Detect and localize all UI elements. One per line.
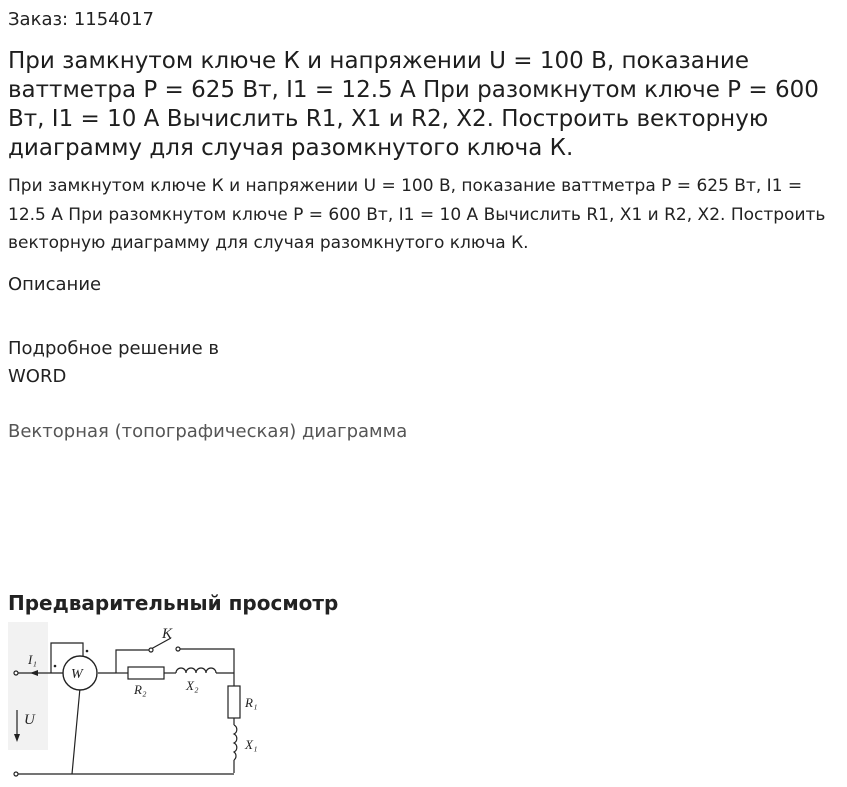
terminal-bottom — [14, 772, 18, 776]
circuit-preview-image — [8, 622, 270, 787]
label-k: К — [162, 626, 172, 642]
label-x1: X₁ — [245, 737, 258, 752]
description-section-label: Описание — [8, 274, 102, 295]
vector-diagram-note: Векторная (топографическая) диаграмма — [8, 421, 408, 442]
wattmeter-dot-2 — [86, 650, 89, 653]
label-r1: R₁ — [245, 695, 258, 710]
label-w: W — [71, 667, 83, 682]
switch-contact-right — [176, 647, 180, 651]
preview-heading: Предварительный просмотр — [8, 591, 339, 615]
scan-shading — [8, 622, 48, 750]
solution-note-line1: Подробное решение в — [8, 338, 220, 359]
label-x2: X₂ — [186, 678, 199, 693]
label-u: U — [24, 712, 35, 728]
inductor-x1-icon — [234, 725, 237, 760]
resistor-r2-icon — [128, 667, 164, 679]
solution-note-line2: WORD — [8, 366, 67, 387]
switch-contact-left — [149, 648, 153, 652]
circuit-diagram — [8, 622, 270, 787]
label-r2: R₂ — [134, 682, 147, 697]
label-i1: I₁ — [28, 652, 37, 667]
problem-description: При замкнутом ключе К и напряжении U = 100 В, показание ваттметра P = 625 Вт, I1 = 12.5 А При разомкнутом ключе P = 600 Вт, I1 = 10 А Вычислить R1, X1 и R2, X2. Построить векторную диаграмму для случая разомкнутого ключа К. — [8, 176, 826, 253]
terminal-top — [14, 671, 18, 675]
solution-note — [8, 335, 268, 391]
circuit-wires — [16, 638, 234, 774]
resistor-r1-icon — [228, 686, 240, 718]
inductor-x2-icon — [176, 668, 216, 673]
order-number: Заказ: 1154017 — [8, 9, 154, 30]
wattmeter-dot-1 — [54, 665, 57, 668]
page-title: При замкнутом ключе К и напряжении U = 100 В, показание ваттметра P = 625 Вт, I1 = 12.5 А При разомкнутом ключе P = 600 Вт, I1 = 10 А Вычислить R1, X1 и R2, X2. Построить векторную диаграмму для случая разомкнутого ключа К. — [8, 48, 819, 161]
